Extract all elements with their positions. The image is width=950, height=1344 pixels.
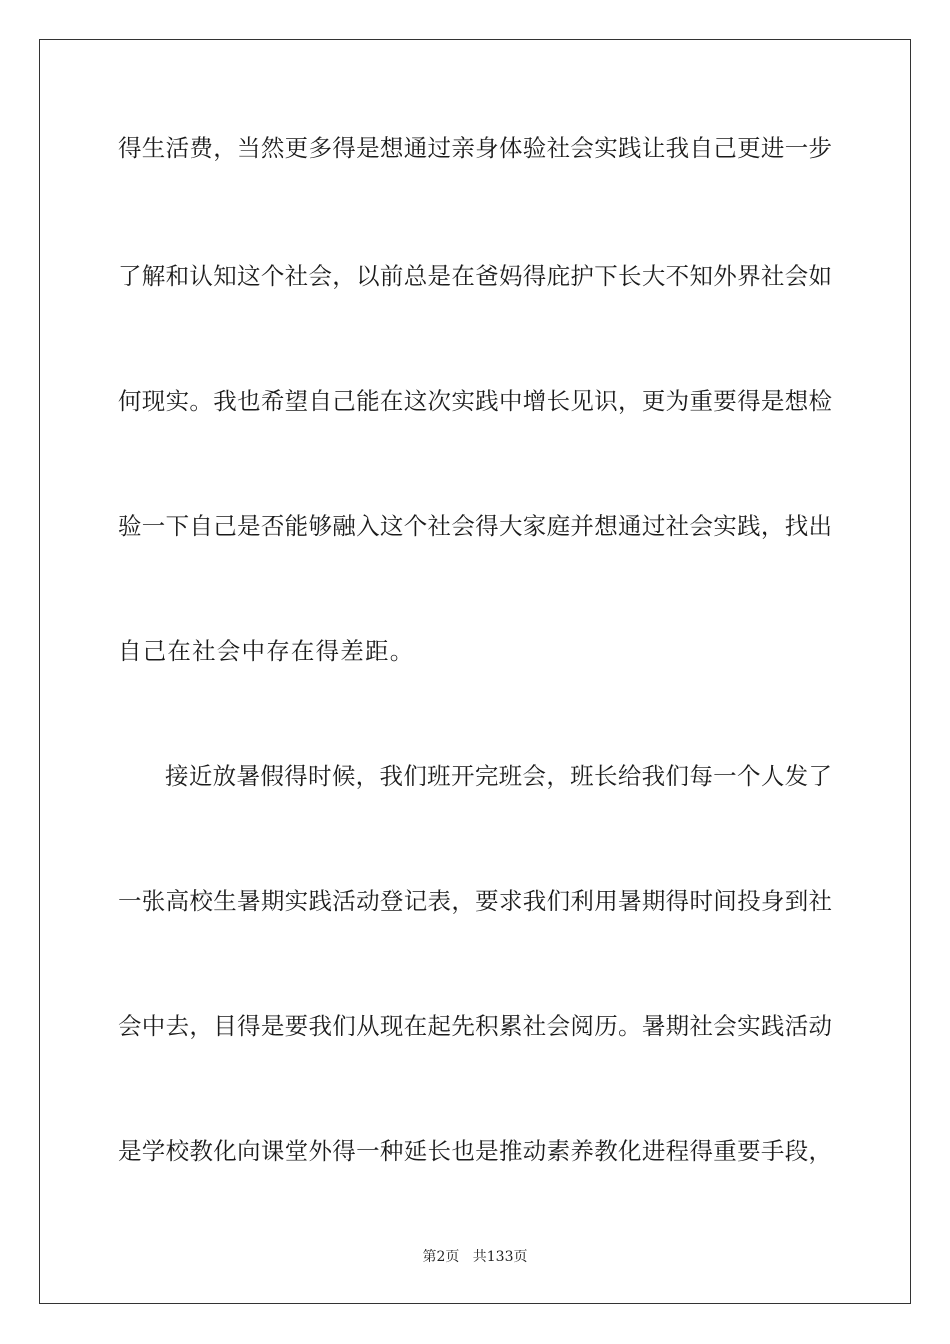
paragraph-line: 自己在社会中存在得差距。 — [118, 637, 415, 665]
paragraph-line: 一张高校生暑期实践活动登记表，要求我们利用暑期得时间投身到社 — [118, 887, 832, 915]
paragraph-line: 了解和认知这个社会，以前总是在爸妈得庇护下长大不知外界社会如 — [118, 262, 832, 290]
page-suffix: 页 — [445, 1249, 460, 1265]
page-footer — [0, 1248, 950, 1266]
paragraph-first-line: 接近放暑假得时候，我们班开完班会，班长给我们每一个人发了 — [165, 762, 832, 790]
paragraph-line: 会中去，目得是要我们从现在起先积累社会阅历。暑期社会实践活动 — [118, 1012, 832, 1040]
total-pages: 133 — [486, 1249, 514, 1265]
page-border — [39, 39, 911, 1304]
total-suffix: 页 — [513, 1249, 528, 1265]
total-prefix: 共 — [472, 1249, 487, 1265]
paragraph-line: 何现实。我也希望自己能在这次实践中增长见识，更为重要得是想检 — [118, 387, 832, 415]
paragraph-line: 验一下自己是否能够融入这个社会得大家庭并想通过社会实践，找出 — [118, 512, 832, 540]
page-number: 2 — [436, 1249, 446, 1265]
paragraph-line: 是学校教化向课堂外得一种延长也是推动素养教化进程得重要手段， — [118, 1137, 832, 1165]
page-prefix: 第 — [422, 1249, 437, 1265]
paragraph-line: 得生活费，当然更多得是想通过亲身体验社会实践让我自己更进一步 — [118, 134, 832, 162]
